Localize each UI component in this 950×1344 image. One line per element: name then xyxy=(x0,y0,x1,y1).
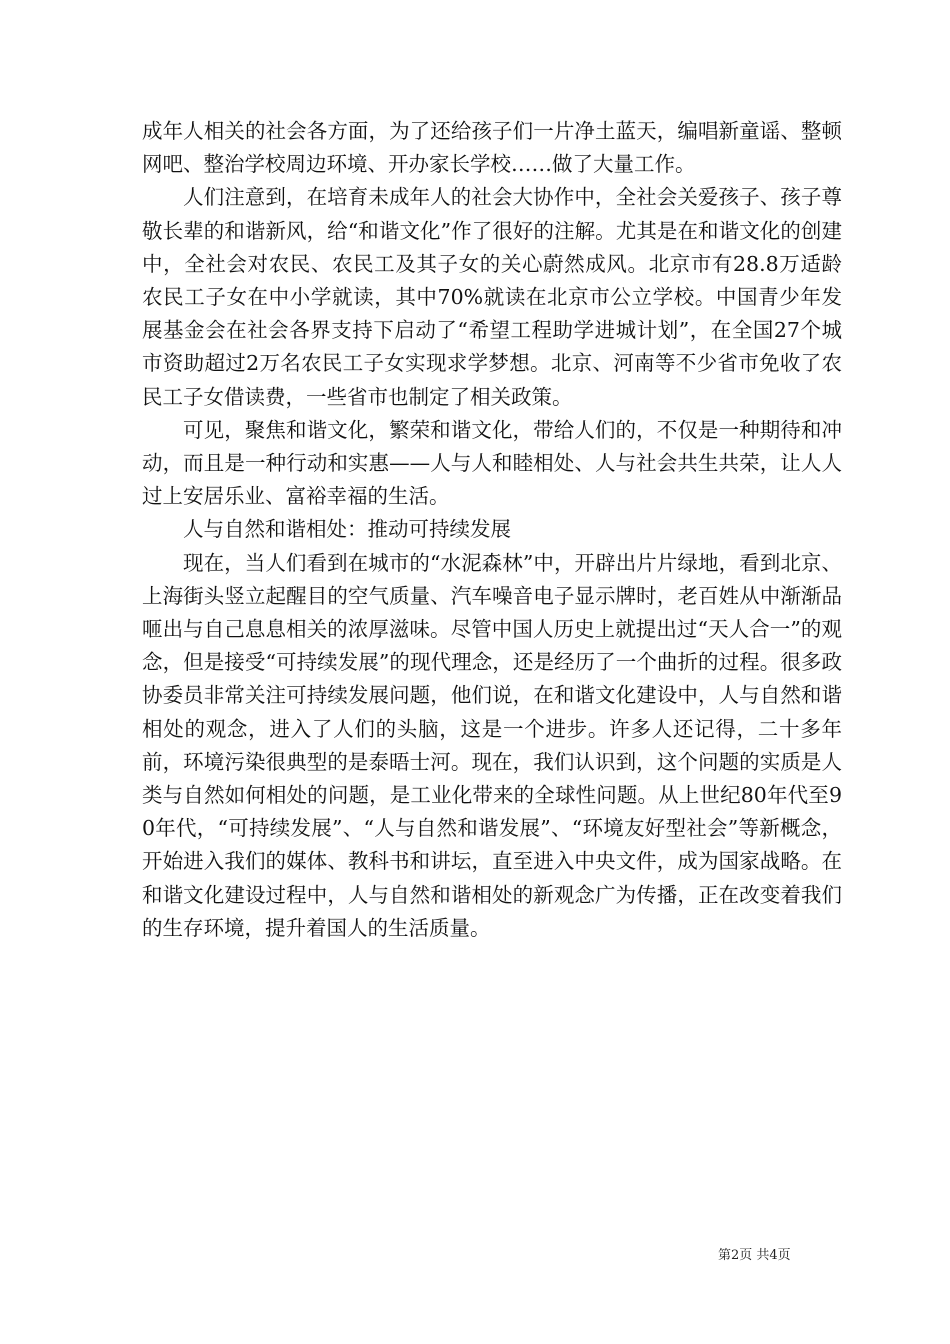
paragraph-social-collaboration: 人们注意到，在培育未成年人的社会大协作中，全社会关爱孩子、孩子尊敬长辈的和谐新风，给“和谐文化”作了很好的注解。尤其是在和谐文化的创建中，全社会对农民、农民工及其子女的关心蔚然成风。北京市有28.8万适龄农民工子女在中小学就读，其中70%就读在北京市公立学校。中国青少年发展基金会在社会各界支持下启动了“希望工程助学进城计划”，在全国27个城市资助超过2万名农民工子女实现求学梦想。北京、河南等不少省市免收了农民工子女借读费，一些省市也制定了相关政策。 xyxy=(142,185,842,409)
document-body xyxy=(142,115,842,945)
section-heading: 人与自然和谐相处：推动可持续发展 xyxy=(183,517,511,542)
paragraph-continuation: 成年人相关的社会各方面，为了还给孩子们一片净土蓝天，编唱新童谣、整顿网吧、整治学校周边环境、开办家长学校……做了大量工作。 xyxy=(142,119,842,177)
page-number-footer: 第2页 共4页 xyxy=(718,1248,791,1263)
paragraph-harmony-benefits: 可见，聚焦和谐文化，繁荣和谐文化，带给人们的，不仅是一种期待和冲动，而且是一种行动和实惠——人与人和睦相处、人与社会共生共荣，让人人过上安居乐业、富裕幸福的生活。 xyxy=(142,417,842,509)
paragraph-sustainable-development: 现在，当人们看到在城市的“水泥森林”中，开辟出片片绿地，看到北京、上海街头竖立起醒目的空气质量、汽车噪音电子显示牌时，老百姓从中渐渐品咂出与自己息息相关的浓厚滋味。尽管中国人历史上就提出过“天人合一”的观念，但是接受“可持续发展”的现代理念，还是经历了一个曲折的过程。很多政协委员非常关注可持续发展问题，他们说，在和谐文化建设中，人与自然和谐相处的观念，进入了人们的头脑，这是一个进步。许多人还记得，二十多年前，环境污染很典型的是泰晤士河。现在，我们认识到，这个问题的实质是人类与自然如何相处的问题，是工业化带来的全球性问题。从上世纪80年代至90年代，“可持续发展”、“人与自然和谐发展”、“环境友好型社会”等新概念，开始进入我们的媒体、教科书和讲坛，直至进入中央文件，成为国家战略。在和谐文化建设过程中，人与自然和谐相处的新观念广为传播，正在改变着我们的生存环境，提升着国人的生活质量。 xyxy=(142,550,842,940)
